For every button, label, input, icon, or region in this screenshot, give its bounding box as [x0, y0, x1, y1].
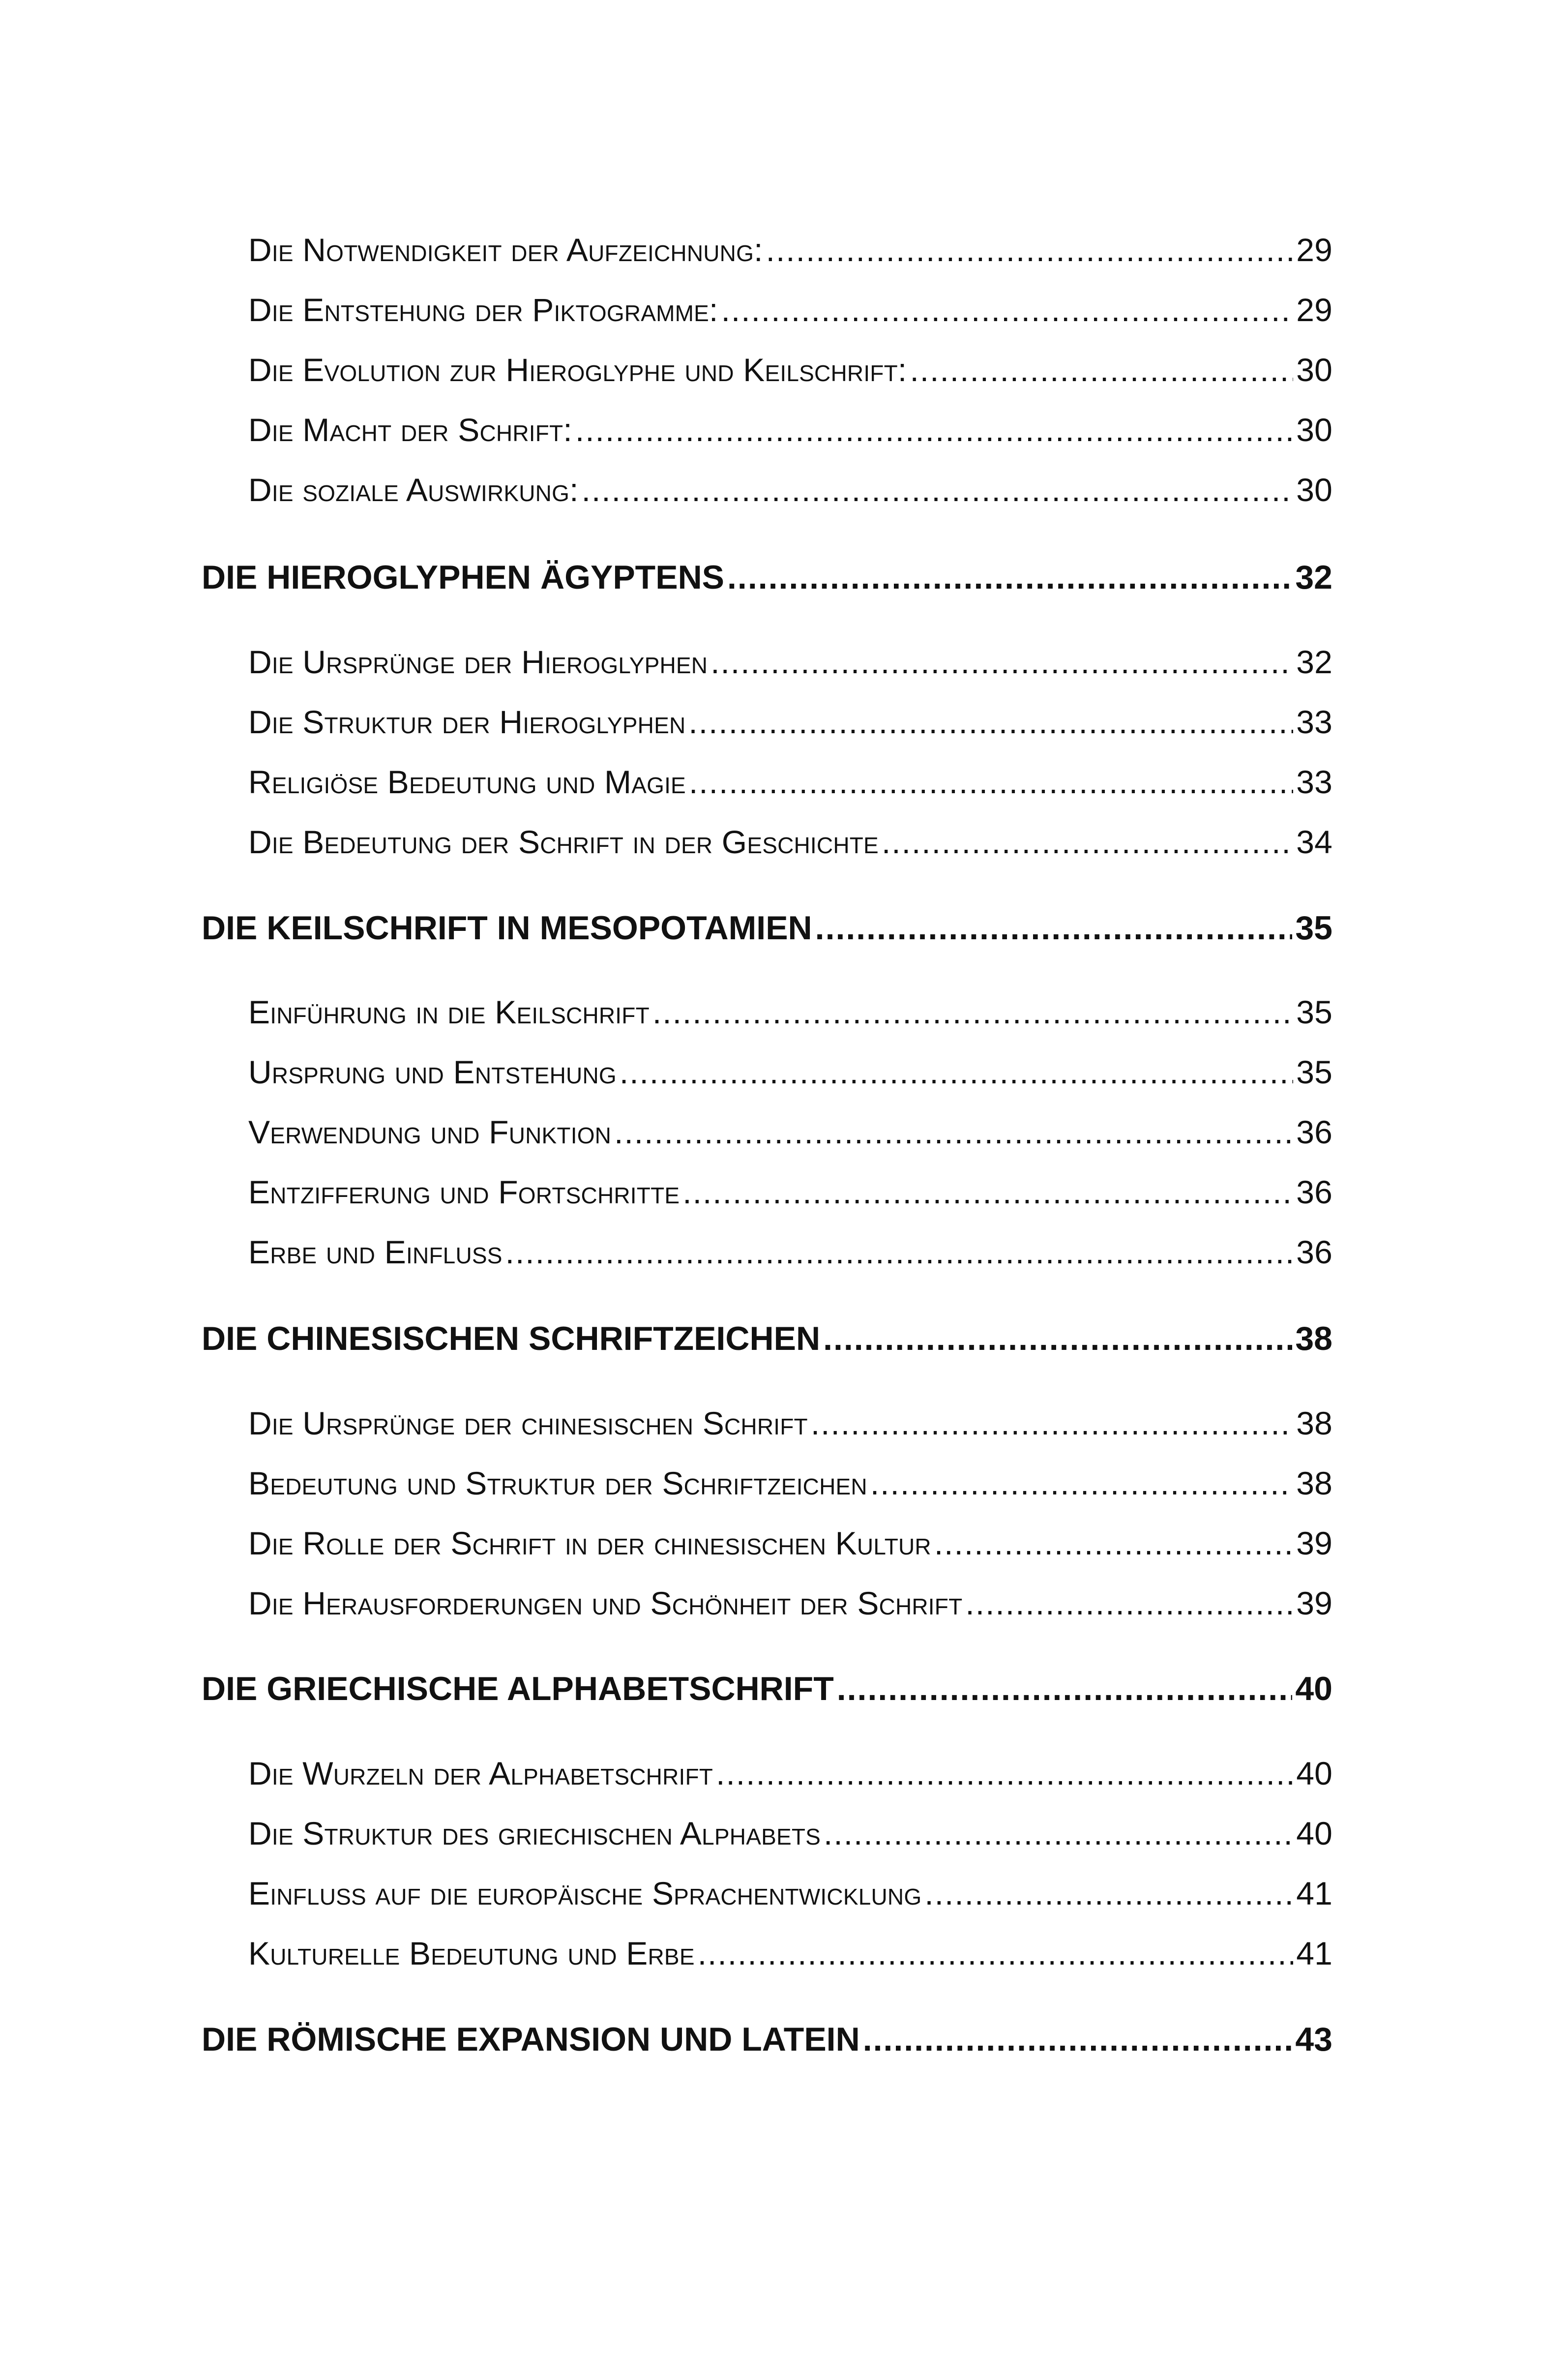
toc-section-entry: [248, 1173, 1332, 1211]
dot-leader: [924, 1875, 1293, 1912]
toc-page-number: 33: [1296, 764, 1332, 800]
toc-entry-title: Verwendung und Funktion: [248, 1114, 612, 1150]
toc-section-entry: [248, 1053, 1332, 1091]
dot-leader: [689, 763, 1293, 801]
toc-entry-title: Die Bedeutung der Schrift in der Geschichte: [248, 824, 879, 860]
dot-leader: [934, 1524, 1293, 1562]
toc-entry-title: Die Herausforderungen und Schönheit der Schrift: [248, 1585, 963, 1621]
toc-chapter-entry: [202, 1319, 1332, 1358]
toc-entry-title: Die Rolle der Schrift in der chinesischen Kultur: [248, 1525, 931, 1561]
toc-section-entry: [248, 231, 1332, 269]
toc-page-number: 35: [1295, 909, 1332, 947]
dot-leader: [870, 1464, 1293, 1502]
toc-entry-title: Kulturelle Bedeutung und Erbe: [248, 1935, 695, 1971]
dot-leader: [614, 1113, 1293, 1151]
toc-entry-title: Bedeutung und Struktur der Schriftzeichen: [248, 1465, 867, 1501]
dot-leader: [766, 231, 1294, 269]
dot-leader: [682, 1173, 1293, 1211]
toc-section-entry: [248, 1755, 1332, 1792]
toc-entry-title: Die soziale Auswirkung:: [248, 472, 579, 508]
toc-page-number: 36: [1296, 1174, 1332, 1210]
toc-entry-title: Ursprung und Entstehung: [248, 1054, 617, 1090]
toc-entry-title: Die Wurzeln der Alphabetschrift: [248, 1755, 713, 1791]
toc-entry-title: Die Evolution zur Hieroglyphe und Keilschrift:: [248, 352, 907, 388]
toc-entry-title: Entzifferung und Fortschritte: [248, 1174, 680, 1210]
dot-leader: [882, 823, 1293, 861]
toc-page-number: 39: [1296, 1585, 1332, 1621]
toc-chapter-entry: [202, 1670, 1332, 1708]
toc-entry-title: Die Notwendigkeit der Aufzeichnung:: [248, 232, 763, 268]
toc-section-entry: [248, 1404, 1332, 1442]
toc-page-number: 35: [1296, 1054, 1332, 1090]
toc-page-number: 39: [1296, 1525, 1332, 1561]
dot-leader: [837, 1670, 1293, 1708]
toc-page-number: 29: [1296, 232, 1332, 268]
toc-section-entry: [248, 411, 1332, 448]
toc-section-entry: [248, 703, 1332, 741]
dot-leader: [823, 1319, 1292, 1358]
toc-entry-title: Die Ursprünge der Hieroglyphen: [248, 644, 708, 680]
toc-page-number: 36: [1296, 1114, 1332, 1150]
dot-leader: [620, 1053, 1293, 1091]
toc-section-entry: [248, 643, 1332, 681]
toc-page-number: 32: [1295, 559, 1332, 596]
dot-leader: [652, 993, 1293, 1031]
toc-chapter-entry: [202, 2020, 1332, 2059]
toc-section-entry: [248, 1464, 1332, 1502]
toc-section-entry: [248, 471, 1332, 508]
toc-entry-title: Erbe und Einfluss: [248, 1234, 503, 1270]
toc-section-entry: [248, 1524, 1332, 1562]
dot-leader: [575, 411, 1293, 448]
toc-page-number: 30: [1296, 472, 1332, 508]
toc-page-number: 36: [1296, 1234, 1332, 1270]
toc-chapter-entry: [202, 909, 1332, 947]
toc-entry-title: Religiöse Bedeutung und Magie: [248, 764, 686, 800]
toc-page-number: 34: [1296, 824, 1332, 860]
toc-section-entry: [248, 763, 1332, 801]
toc-section-entry: [248, 291, 1332, 328]
dot-leader: [688, 703, 1293, 741]
toc-entry-title: DIE KEILSCHRIFT IN MESOPOTAMIEN: [202, 909, 812, 947]
toc-section-entry: [248, 1584, 1332, 1622]
toc-page-number: 30: [1296, 352, 1332, 388]
toc-entry-title: Einführung in die Keilschrift: [248, 994, 650, 1030]
toc-section-entry: [248, 823, 1332, 861]
toc-page-number: 38: [1296, 1465, 1332, 1501]
dot-leader: [811, 1404, 1293, 1442]
toc-entry-title: Einfluss auf die europäische Sprachentwicklung: [248, 1875, 922, 1911]
toc-page-number: 29: [1296, 292, 1332, 328]
dot-leader: [582, 471, 1294, 508]
toc-page-number: 30: [1296, 412, 1332, 448]
toc-page-number: 40: [1296, 1815, 1332, 1851]
dot-leader: [721, 291, 1294, 328]
toc-entry-title: Die Ursprünge der chinesischen Schrift: [248, 1405, 808, 1441]
toc-entry-title: DIE CHINESISCHEN SCHRIFTZEICHEN: [202, 1320, 821, 1357]
toc-section-entry: [248, 1875, 1332, 1912]
dot-leader: [716, 1755, 1293, 1792]
toc-entry-title: Die Macht der Schrift:: [248, 412, 572, 448]
dot-leader: [505, 1233, 1294, 1271]
toc-section-entry: [248, 351, 1332, 388]
toc-section-entry: [248, 1233, 1332, 1271]
toc-section-entry: [248, 1935, 1332, 1972]
toc-entry-title: Die Entstehung der Piktogramme:: [248, 292, 718, 328]
toc-page-number: 43: [1295, 2021, 1332, 2058]
toc-chapter-entry: [202, 558, 1332, 597]
toc-page-number: 38: [1296, 1405, 1332, 1441]
dot-leader: [965, 1584, 1293, 1622]
toc-section-entry: [248, 1113, 1332, 1151]
toc-entry-title: DIE RÖMISCHE EXPANSION UND LATEIN: [202, 2021, 860, 2058]
toc-entry-title: DIE GRIECHISCHE ALPHABETSCHRIFT: [202, 1670, 834, 1707]
toc-page-number: 38: [1295, 1320, 1332, 1357]
dot-leader: [698, 1935, 1293, 1972]
dot-leader: [815, 909, 1293, 947]
toc-page-number: 40: [1296, 1755, 1332, 1791]
toc-page-number: 32: [1296, 644, 1332, 680]
dot-leader: [910, 351, 1293, 388]
toc-section-entry: [248, 993, 1332, 1031]
toc-section-entry: [248, 1815, 1332, 1852]
dot-leader: [710, 643, 1293, 681]
toc-page-number: 41: [1296, 1935, 1332, 1971]
dot-leader: [727, 558, 1292, 597]
dot-leader: [863, 2020, 1293, 2059]
toc-page-number: 35: [1296, 994, 1332, 1030]
toc-page-number: 40: [1295, 1670, 1332, 1707]
toc-entry-title: DIE HIEROGLYPHEN ÄGYPTENS: [202, 559, 725, 596]
toc-page-number: 41: [1296, 1875, 1332, 1911]
toc-entry-title: Die Struktur der Hieroglyphen: [248, 704, 686, 740]
dot-leader: [824, 1815, 1293, 1852]
toc-entry-title: Die Struktur des griechischen Alphabets: [248, 1815, 821, 1851]
toc-page-number: 33: [1296, 704, 1332, 740]
